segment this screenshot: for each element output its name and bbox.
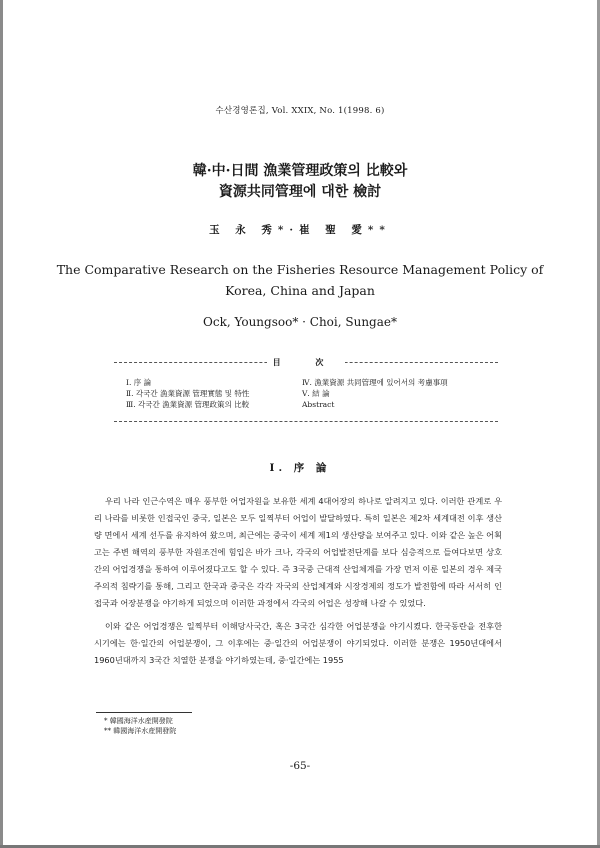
table-of-contents bbox=[114, 357, 498, 422]
toc-heading-label: 目 次 bbox=[267, 357, 346, 367]
toc-item: Ⅲ. 각국간 漁業資源 管理政策의 比較 bbox=[126, 400, 250, 409]
toc-left-column bbox=[126, 377, 249, 410]
footnote: * 韓國海洋水産開發院 bbox=[104, 717, 173, 725]
korean-title bbox=[0, 161, 600, 203]
korean-title-line-2: 資源共同管理에 대한 檢討 bbox=[218, 184, 382, 200]
toc-heading bbox=[114, 357, 498, 368]
toc-item: Ⅱ. 각국간 漁業資源 管理實態 및 特性 bbox=[126, 389, 250, 398]
page-number: -65- bbox=[289, 760, 311, 772]
english-title bbox=[0, 259, 600, 301]
english-title-line-1: The Comparative Research on the Fisheries Resource Management Policy of bbox=[56, 262, 544, 277]
body-paragraph: 이와 같은 어업경쟁은 일찍부터 이해당사국간, 혹은 3국간 심각한 어업분쟁을 야기시켰다. 한국동란을 전후한 시기에는 한·일간의 어업분쟁이, 그 이후에는 중·일간의 어업분쟁이 야기되었다. 이러한 분쟁은 1950년대에서 1960년대까지 3국간 치열한 분쟁을 야기하였는데, 중·일간에는 1955 bbox=[94, 621, 502, 665]
scan-edge-left bbox=[0, 0, 3, 848]
toc-item: Ⅳ. 漁業資源 共同管理에 있어서의 考慮事項 bbox=[302, 378, 448, 387]
section-heading: Ⅰ. 序 論 bbox=[269, 462, 331, 474]
body-paragraph: 우리 나라 인근수역은 매우 풍부한 어업자원을 보유한 세계 4대어장의 하나로 알려지고 있다. 이러한 관계로 우리 나라를 비롯한 인접국인 중국, 일본은 모두 일찍부터 어업이 발달하였다. 특히 일본은 제2차 세계대전 이후 생산량 면에서 세계 선두를 유지하여 왔으며, 최근에는 중국이 세계 제1의 생산량을 보여주고 있다. 이와 같은 높은 어획고는 주변 해역의 풍부한 자원조건에 힘입은 바가 크나, 각국의 어업발전단계를 보다 심층적으로 들여다보면 상호간의 어업경쟁을 통하여 이루어졌다고도 할 수 있다. 즉 3국중 근대적 산업체계를 가장 먼저 이룬 일본의 경우 제국주의적 침략기를 통해, 그리고 한국과 중국은 각각 자국의 산업체계와 시장경제의 정도가 발전함에 따라 서서히 인접국과 어장분쟁을 야기하게 되었으며 이러한 과정에서 각국의 어업은 성장해 나갈 수 있었다. bbox=[94, 496, 502, 608]
korean-authors: 玉 永 秀*·崔 聖 愛** bbox=[209, 224, 391, 236]
english-authors: Ock, Youngsoo* · Choi, Sungae* bbox=[203, 315, 397, 329]
english-title-line-2: Korea, China and Japan bbox=[225, 283, 375, 298]
footnotes bbox=[104, 716, 176, 736]
toc-item: Ⅰ. 序 論 bbox=[126, 378, 152, 387]
toc-item: Ⅴ. 結 論 bbox=[302, 389, 330, 398]
footnote: ** 韓國海洋水産開發院 bbox=[104, 727, 177, 735]
journal-citation: 수산경영론집, Vol. XXIX, No. 1(1998. 6) bbox=[215, 106, 385, 116]
toc-right-column bbox=[302, 377, 448, 410]
body-text bbox=[94, 493, 502, 669]
toc-item: Abstract bbox=[302, 400, 335, 409]
korean-title-line-1: 韓·中·日間 漁業管理政策의 比較와 bbox=[192, 163, 408, 179]
footnote-rule bbox=[96, 712, 192, 713]
